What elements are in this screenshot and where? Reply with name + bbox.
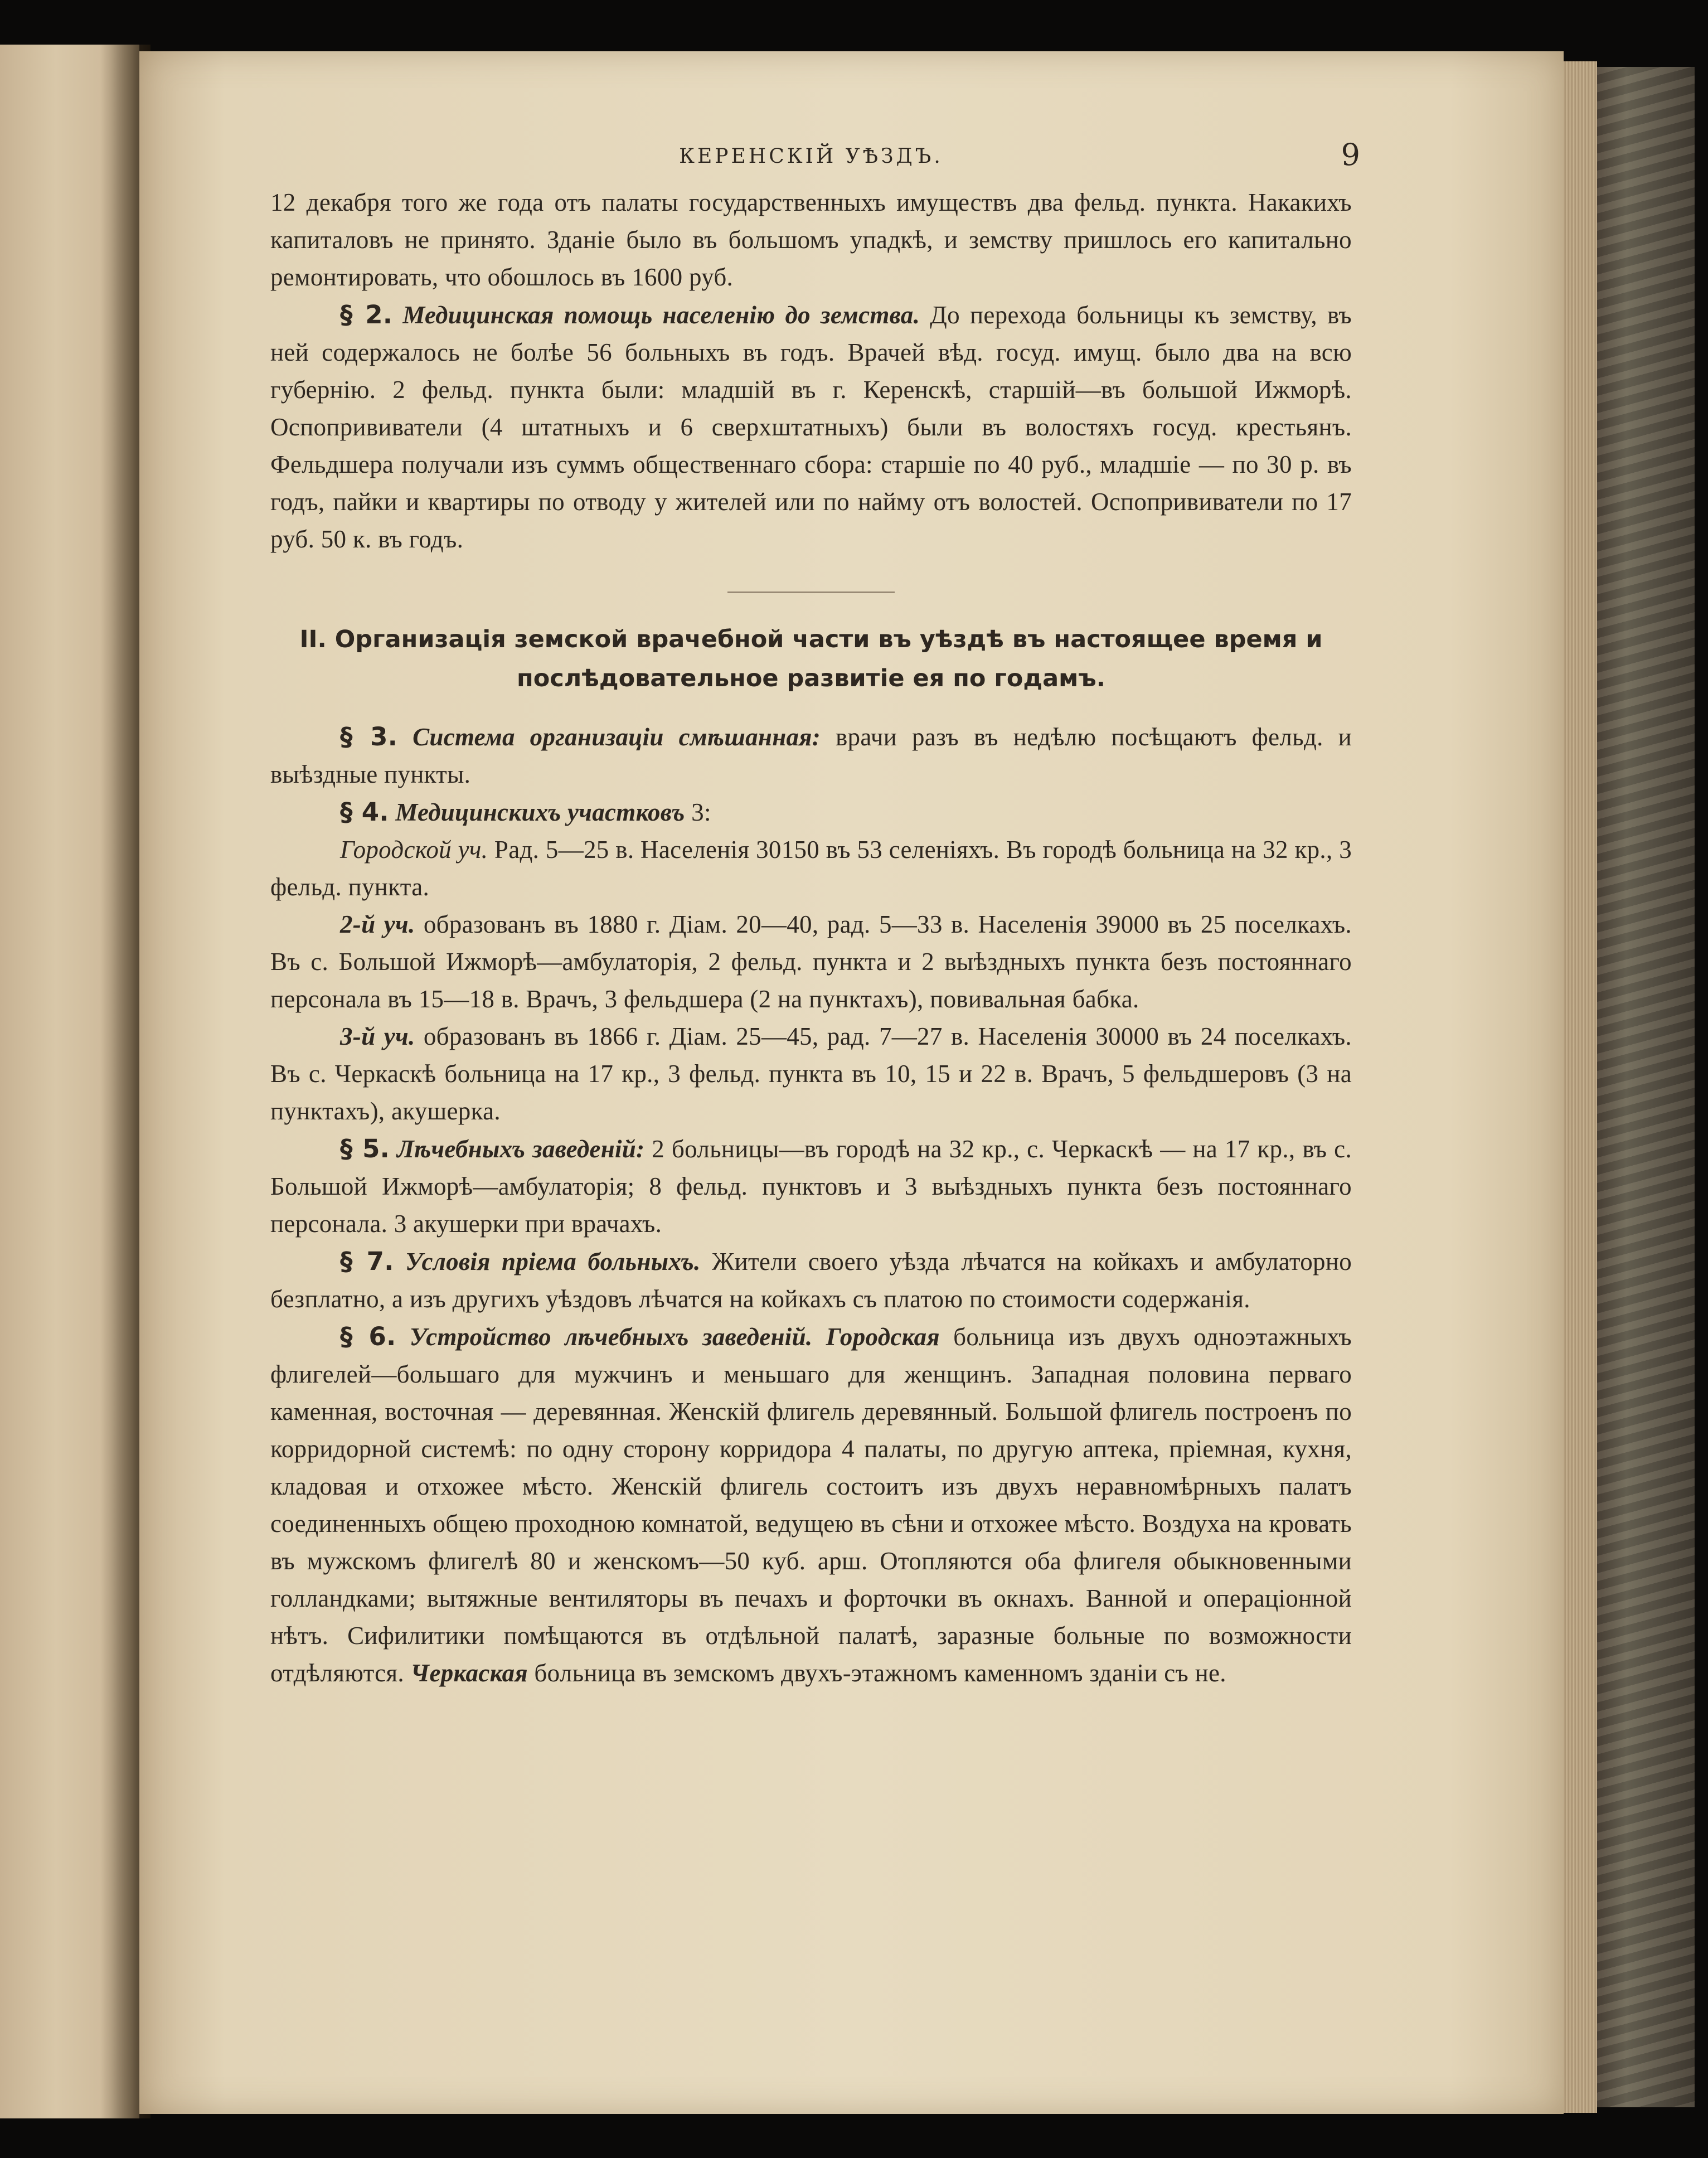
- section-5-paragraph: [270, 1130, 1352, 1243]
- chapter-heading-line-2: послѣдовательное развитіе ея по годамъ.: [517, 665, 1105, 692]
- section-5-number: § 5.: [340, 1134, 390, 1163]
- section-divider: [727, 591, 895, 593]
- page-number: 9: [1341, 137, 1360, 172]
- section-6-text-2: больница въ земскомъ двухъ-этажномъ каменномъ зданіи съ не.: [527, 1659, 1226, 1687]
- intro-text: 12 декабря того же года отъ палаты государственныхъ имуществъ два фельд. пункта. Накакихъ капиталовъ не принято. Зданіе было въ большомъ упадкѣ, и земству пришлось его капитально ремонтировать, что обошлось въ 1600 руб.: [270, 188, 1352, 291]
- district-2-text: образованъ въ 1880 г. Діам. 20—40, рад. 5—33 в. Населенія 39000 въ 25 поселкахъ. Въ с. Большой Ижморѣ—амбулаторія, 2 фельд. пункта и 2 выѣздныхъ пункта безъ постояннаго персонала въ 15—18 в. Врачъ, 3 фельдшера (2 на пунктахъ), повивальная бабка.: [270, 910, 1352, 1013]
- intro-paragraph: [270, 184, 1352, 296]
- section-3-paragraph: [270, 718, 1352, 793]
- section-6-text-1: больница изъ двухъ одноэтажныхъ флигелей—большаго для мужчинъ и меньшаго для женщинъ. Западная половина перваго каменная, восточная — деревянная. Женскій флигель деревянный. Большой флигель построенъ по корридорной системѣ: по одну сторону корридора 4 палаты, по другую аптека, пріемная, кухня, кладовая и отхожее мѣсто. Женскій флигель состоитъ изъ двухъ неравномѣрныхъ палатъ соединенныхъ общею проходною комнатой, ведущею въ сѣни и отхожее мѣсто. Воздуха на кровать въ мужскомъ флигелѣ 80 и женскомъ—50 куб. арш. Отопляются оба флигеля обыкновенными голландками; вытяжные вентиляторы въ печахъ и форточки въ окнахъ. Ванной и операціонной нѣтъ. Сифилитики помѣщаются въ отдѣльной палатѣ, заразные больные по возможности отдѣляются.: [270, 1323, 1352, 1687]
- district-2-title: 2-й уч.: [340, 910, 415, 938]
- section-7-title: Условія пріема больныхъ.: [405, 1248, 701, 1276]
- section-6-cherkask-label: Черкаская: [410, 1659, 528, 1687]
- section-2-number: § 2.: [340, 300, 393, 329]
- section-2-text: До перехода больницы къ земству, въ ней содержалось не болѣе 56 больныхъ въ годъ. Врачей вѣд. госуд. имущ. было два на всю губернію. 2 фельд. пункта были: младшій въ г. Керенскѣ, старшій—въ большой Ижморѣ. Оспопрививатели (4 штатныхъ и 6 сверхштатныхъ) были въ волостяхъ госуд. крестьянъ. Фельдшера получали изъ суммъ общественнаго сбора: старшіе по 40 руб., младшіе — по 30 р. въ годъ, пайки и квартиры по отводу у жителей или по найму отъ волостей. Оспопрививатели по 17 руб. 50 к. въ годъ.: [270, 301, 1352, 553]
- city-district-paragraph: [270, 831, 1352, 906]
- section-4-number: § 4.: [340, 797, 389, 827]
- chapter-heading-line-1: II. Организація земской врачебной части въ уѣздѣ въ настоящее время и: [299, 625, 1323, 653]
- section-6-title: Устройство лѣчебныхъ заведеній.: [409, 1323, 813, 1351]
- section-3-text: врачи разъ въ недѣлю посѣщаютъ фельд. и выѣздные пункты.: [270, 723, 1352, 788]
- section-3-title: Система организаціи смѣшанная:: [413, 723, 821, 751]
- chapter-heading: [270, 620, 1352, 698]
- section-7-paragraph: [270, 1243, 1352, 1318]
- section-6-paragraph: [270, 1318, 1352, 1692]
- district-2-paragraph: [270, 906, 1352, 1018]
- section-6-number: § 6.: [340, 1322, 396, 1351]
- book-cover: [1597, 67, 1695, 2107]
- district-3-title: 3-й уч.: [340, 1022, 415, 1050]
- section-7-text: Жители своего уѣзда лѣчатся на койкахъ и амбулаторно безплатно, а изъ другихъ уѣздовъ лѣчатся на койкахъ съ платою по стоимости содержанія.: [270, 1248, 1352, 1313]
- running-title: КЕРЕНСКІЙ УѢЗДЪ.: [679, 145, 943, 168]
- section-7-number: § 7.: [340, 1247, 394, 1276]
- city-district-text: Рад. 5—25 в. Населенія 30150 въ 53 селеніяхъ. Въ городѣ больница на 32 кр., 3 фельд. пункта.: [270, 836, 1352, 901]
- section-3-number: § 3.: [340, 722, 398, 751]
- section-5-text: 2 больницы—въ городѣ на 32 кр., с. Черкаскѣ — на 17 кр., въ с. Большой Ижморѣ—амбулаторія; 8 фельд. пунктовъ и 3 выѣздныхъ пункта безъ постояннаго персонала. 3 акушерки при врачахъ.: [270, 1135, 1352, 1238]
- district-3-paragraph: [270, 1018, 1352, 1130]
- running-head: [270, 134, 1360, 184]
- city-district-title: Городской уч.: [340, 836, 488, 864]
- page-content: [270, 134, 1360, 1692]
- section-4-title: Медицинскихъ участковъ: [395, 798, 685, 826]
- section-6-city-hospital-label: Городская: [812, 1323, 940, 1351]
- section-5-title: Лѣчебныхъ заведеній:: [396, 1135, 645, 1163]
- district-3-text: образованъ въ 1866 г. Діам. 25—45, рад. 7—27 в. Населенія 30000 въ 24 поселкахъ. Въ с. Черкаскѣ больница на 17 кр., 3 фельд. пункта въ 10, 15 и 22 в. Врачъ, 5 фельдшеровъ (3 на пунктахъ), акушерка.: [270, 1022, 1352, 1125]
- section-4-paragraph: [270, 793, 1352, 831]
- section-4-text: 3:: [685, 798, 711, 826]
- page-edges: [1564, 61, 1597, 2113]
- section-2-paragraph: [270, 296, 1352, 558]
- section-2-title: Медицинская помощь населенію до земства.: [402, 301, 920, 329]
